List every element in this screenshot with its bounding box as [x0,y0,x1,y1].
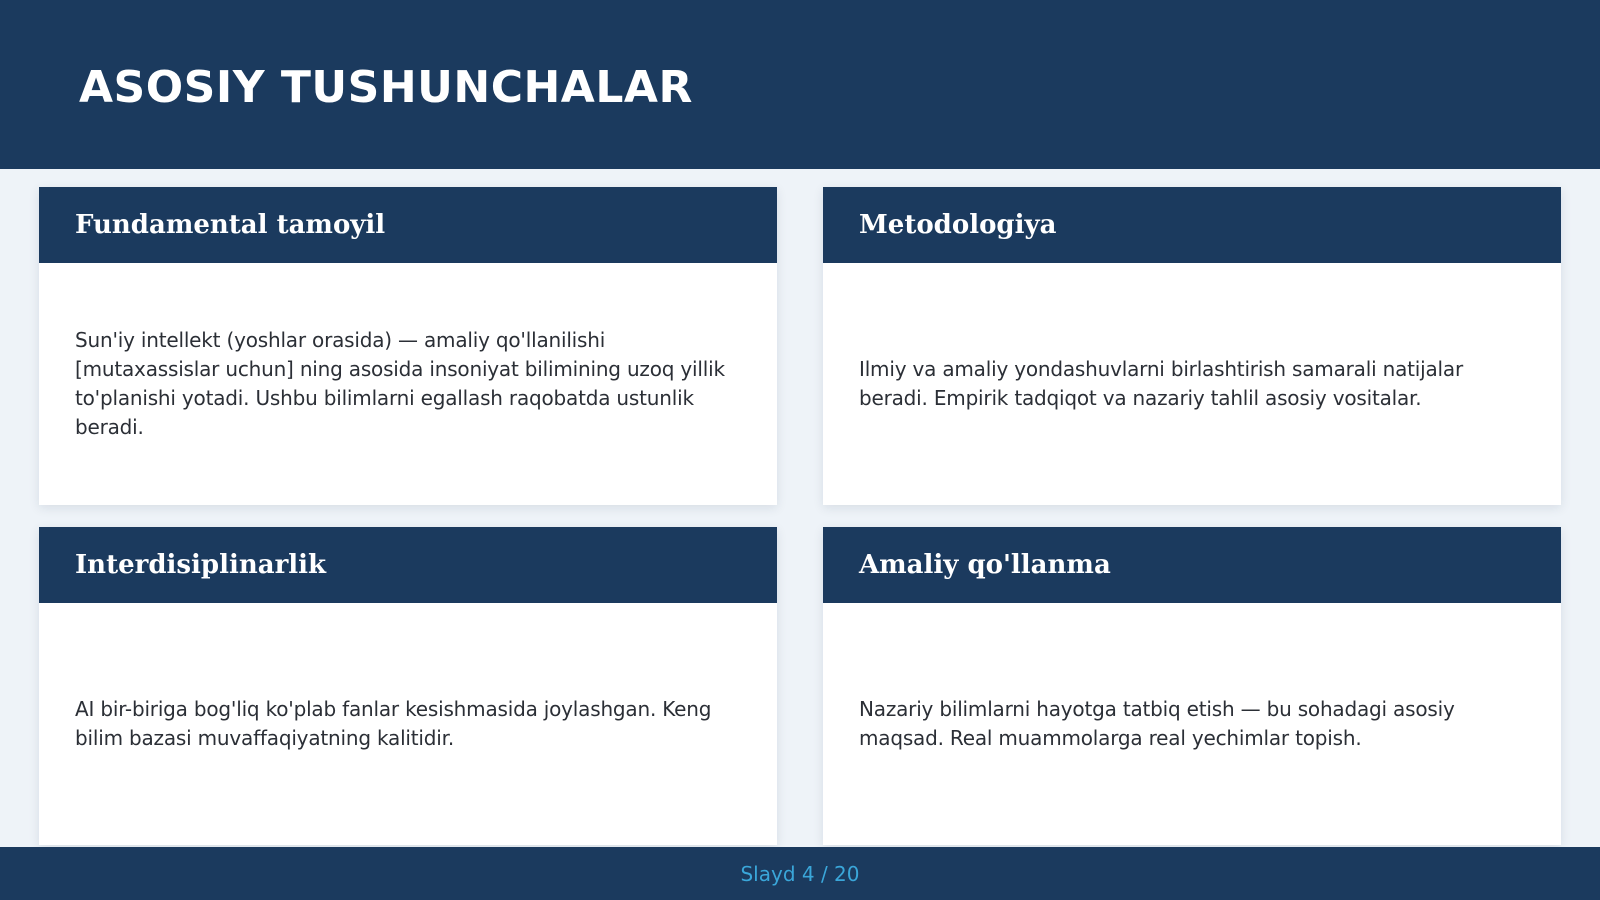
card-header [39,527,777,603]
card-body [75,263,741,505]
card-text: Sun'iy intellekt (yoshlar orasida) — amaliy qo'llanilishi [mutaxassislar uchun] ning asosida insoniyat bilimining uzoq yillik to'planishi yotadi. Ushbu bilimlarni egallash raqobatda ustunlik beradi. [75,328,725,439]
card-title: Interdisiplinarlik [75,550,327,580]
card-title: Fundamental tamoyil [75,210,386,240]
card-body [75,603,741,845]
card-title: Amaliy qo'llanma [859,550,1111,580]
slide-header [0,0,1600,169]
card-title: Metodologiya [859,210,1057,240]
concept-card-interdisciplinary [39,527,777,845]
card-header [823,527,1561,603]
slide-counter: Slayd 4 / 20 [740,861,860,886]
slide-footer [0,847,1600,900]
concept-card-fundamental [39,187,777,505]
card-text: AI bir-biriga bog'liq ko'plab fanlar kesishmasida joylashgan. Keng bilim bazasi muvaffaqiyatning kalitidir. [75,697,712,750]
card-text: Ilmiy va amaliy yondashuvlarni birlashtirish samarali natijalar beradi. Empirik tadqiqot va nazariy tahlil asosiy vositalar. [859,357,1463,410]
card-body [859,603,1525,845]
card-body [859,263,1525,505]
card-header [39,187,777,263]
concept-card-methodology [823,187,1561,505]
concept-card-practical-guide [823,527,1561,845]
slide-title: ASOSIY TUSHUNCHALAR [79,62,693,113]
card-header [823,187,1561,263]
card-text: Nazariy bilimlarni hayotga tatbiq etish — bu sohadagi asosiy maqsad. Real muammolarga real yechimlar topish. [859,697,1455,750]
